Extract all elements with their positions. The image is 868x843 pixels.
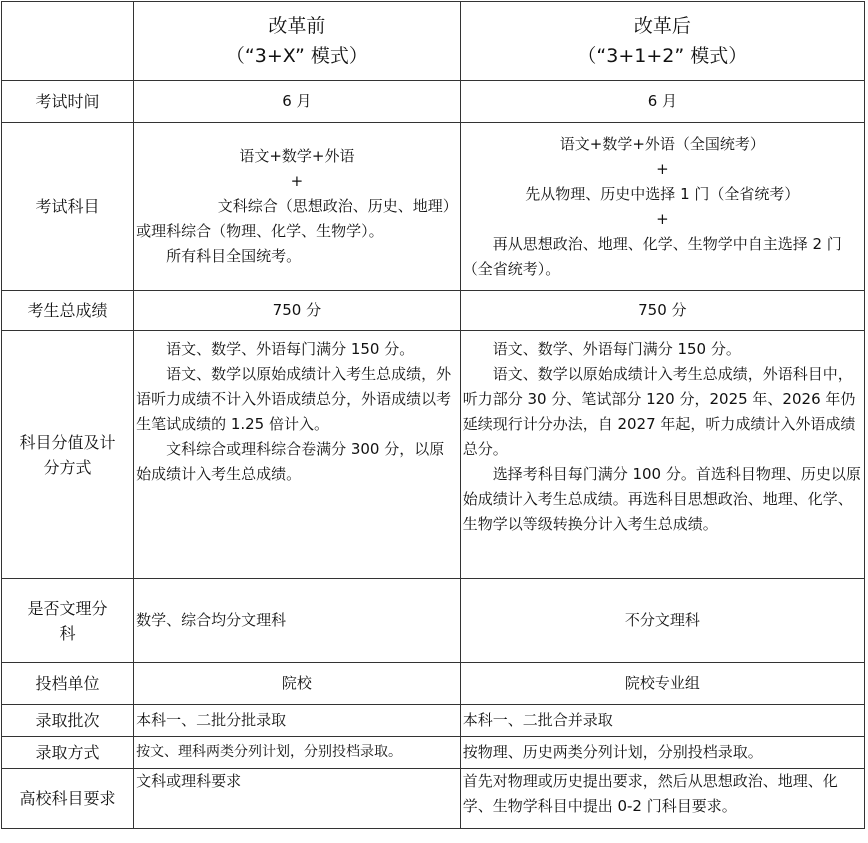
row-exam-time (2, 81, 865, 123)
scoring-after-para: 选择考科目每门满分 100 分。首选科目物理、历史以原始成绩计入考生总成绩。再选科目思想政治、地理、化学、生物学以等级转换分计入考生总成绩。 (462, 465, 861, 533)
cell-before (134, 123, 461, 291)
row-label: 录取方式 (2, 737, 134, 769)
subjects-after-line: 先从物理、历史中选择 1 门（全省统考） (525, 184, 800, 203)
cell-before: 数学、综合均分文理科 (134, 579, 461, 663)
subjects-before-line: 文科综合（思想政治、历史、地理） (217, 197, 458, 215)
row-total-score (2, 291, 865, 331)
cell-after: 750 分 (460, 291, 864, 331)
row-unit (2, 663, 865, 705)
header-after-mode: （“3+1+2” 模式） (577, 45, 748, 67)
scoring-before-para: 文科综合或理科综合卷满分 300 分，以原始成绩计入考生总成绩。 (136, 440, 445, 483)
subjects-before-line: + (290, 172, 304, 190)
cell-after: 首先对物理或历史提出要求，然后从思想政治、地理、化学、生物学科目中提出 0-2 门科目要求。 (460, 769, 864, 829)
row-scoring (2, 331, 865, 579)
row-label: 录取批次 (2, 705, 134, 737)
row-requirement (2, 769, 865, 829)
comparison-table (1, 1, 865, 829)
cell-before: 本科一、二批分批录取 (134, 705, 461, 737)
subjects-after-line: + (656, 209, 669, 228)
header-before-mode: （“3+X” 模式） (225, 45, 368, 67)
cell-before: 按文、理科两类分列计划，分别投档录取。 (134, 737, 461, 769)
row-method (2, 737, 865, 769)
row-label: 是否文理分科 (2, 579, 134, 663)
subjects-after-line: 再从思想政治、地理、化学、生物学中自主选择 2 门（全省统考）。 (462, 234, 842, 278)
row-label: 科目分值及计分方式 (2, 331, 134, 579)
cell-before: 750 分 (134, 291, 461, 331)
cell-after (460, 123, 864, 291)
cell-before: 文科或理科要求 (134, 769, 461, 829)
cell-after: 本科一、二批合并录取 (460, 705, 864, 737)
scoring-before-para: 语文、数学以原始成绩计入考生总成绩，外语听力成绩不计入外语成绩总分，外语成绩以考生笔试成绩的 1.25 倍计入。 (136, 365, 452, 433)
row-label: 考试时间 (2, 81, 134, 123)
scoring-after-para: 语文、数学以原始成绩计入考生总成绩，外语科目中，听力部分 30 分、笔试部分 120 分，2025 年、2026 年仍延续现行计分办法，自 2027 年起，听力成绩计入外语成绩总分。 (462, 365, 856, 458)
header-row (2, 2, 865, 81)
cell-after: 按物理、历史两类分列计划，分别投档录取。 (460, 737, 864, 769)
corner-cell (2, 2, 134, 81)
row-label: 考试科目 (2, 123, 134, 291)
row-label: 高校科目要求 (2, 769, 134, 829)
subjects-before-line: 所有科目全国统考。 (166, 247, 302, 265)
cell-after: 不分文理科 (460, 579, 864, 663)
subjects-before-line: 语文+数学+外语 (239, 147, 355, 165)
header-after-title: 改革后 (633, 15, 691, 37)
header-after (460, 2, 864, 81)
subjects-before-line: 或理科综合（物理、化学、生物学）。 (136, 222, 384, 240)
scoring-after-para: 语文、数学、外语每门满分 150 分。 (492, 340, 741, 358)
cell-before: 院校 (134, 663, 461, 705)
subjects-after-line: + (656, 159, 669, 178)
subjects-after-line: 语文+数学+外语（全国统考） (559, 134, 765, 153)
cell-before: 6 月 (134, 81, 461, 123)
row-split (2, 579, 865, 663)
cell-after (460, 331, 864, 579)
row-label: 投档单位 (2, 663, 134, 705)
cell-before (134, 331, 461, 579)
row-subjects (2, 123, 865, 291)
row-batch (2, 705, 865, 737)
scoring-before-para: 语文、数学、外语每门满分 150 分。 (166, 340, 415, 358)
cell-after: 院校专业组 (460, 663, 864, 705)
header-before (134, 2, 461, 81)
cell-after: 6 月 (460, 81, 864, 123)
row-label: 考生总成绩 (2, 291, 134, 331)
header-before-title: 改革前 (268, 15, 326, 37)
